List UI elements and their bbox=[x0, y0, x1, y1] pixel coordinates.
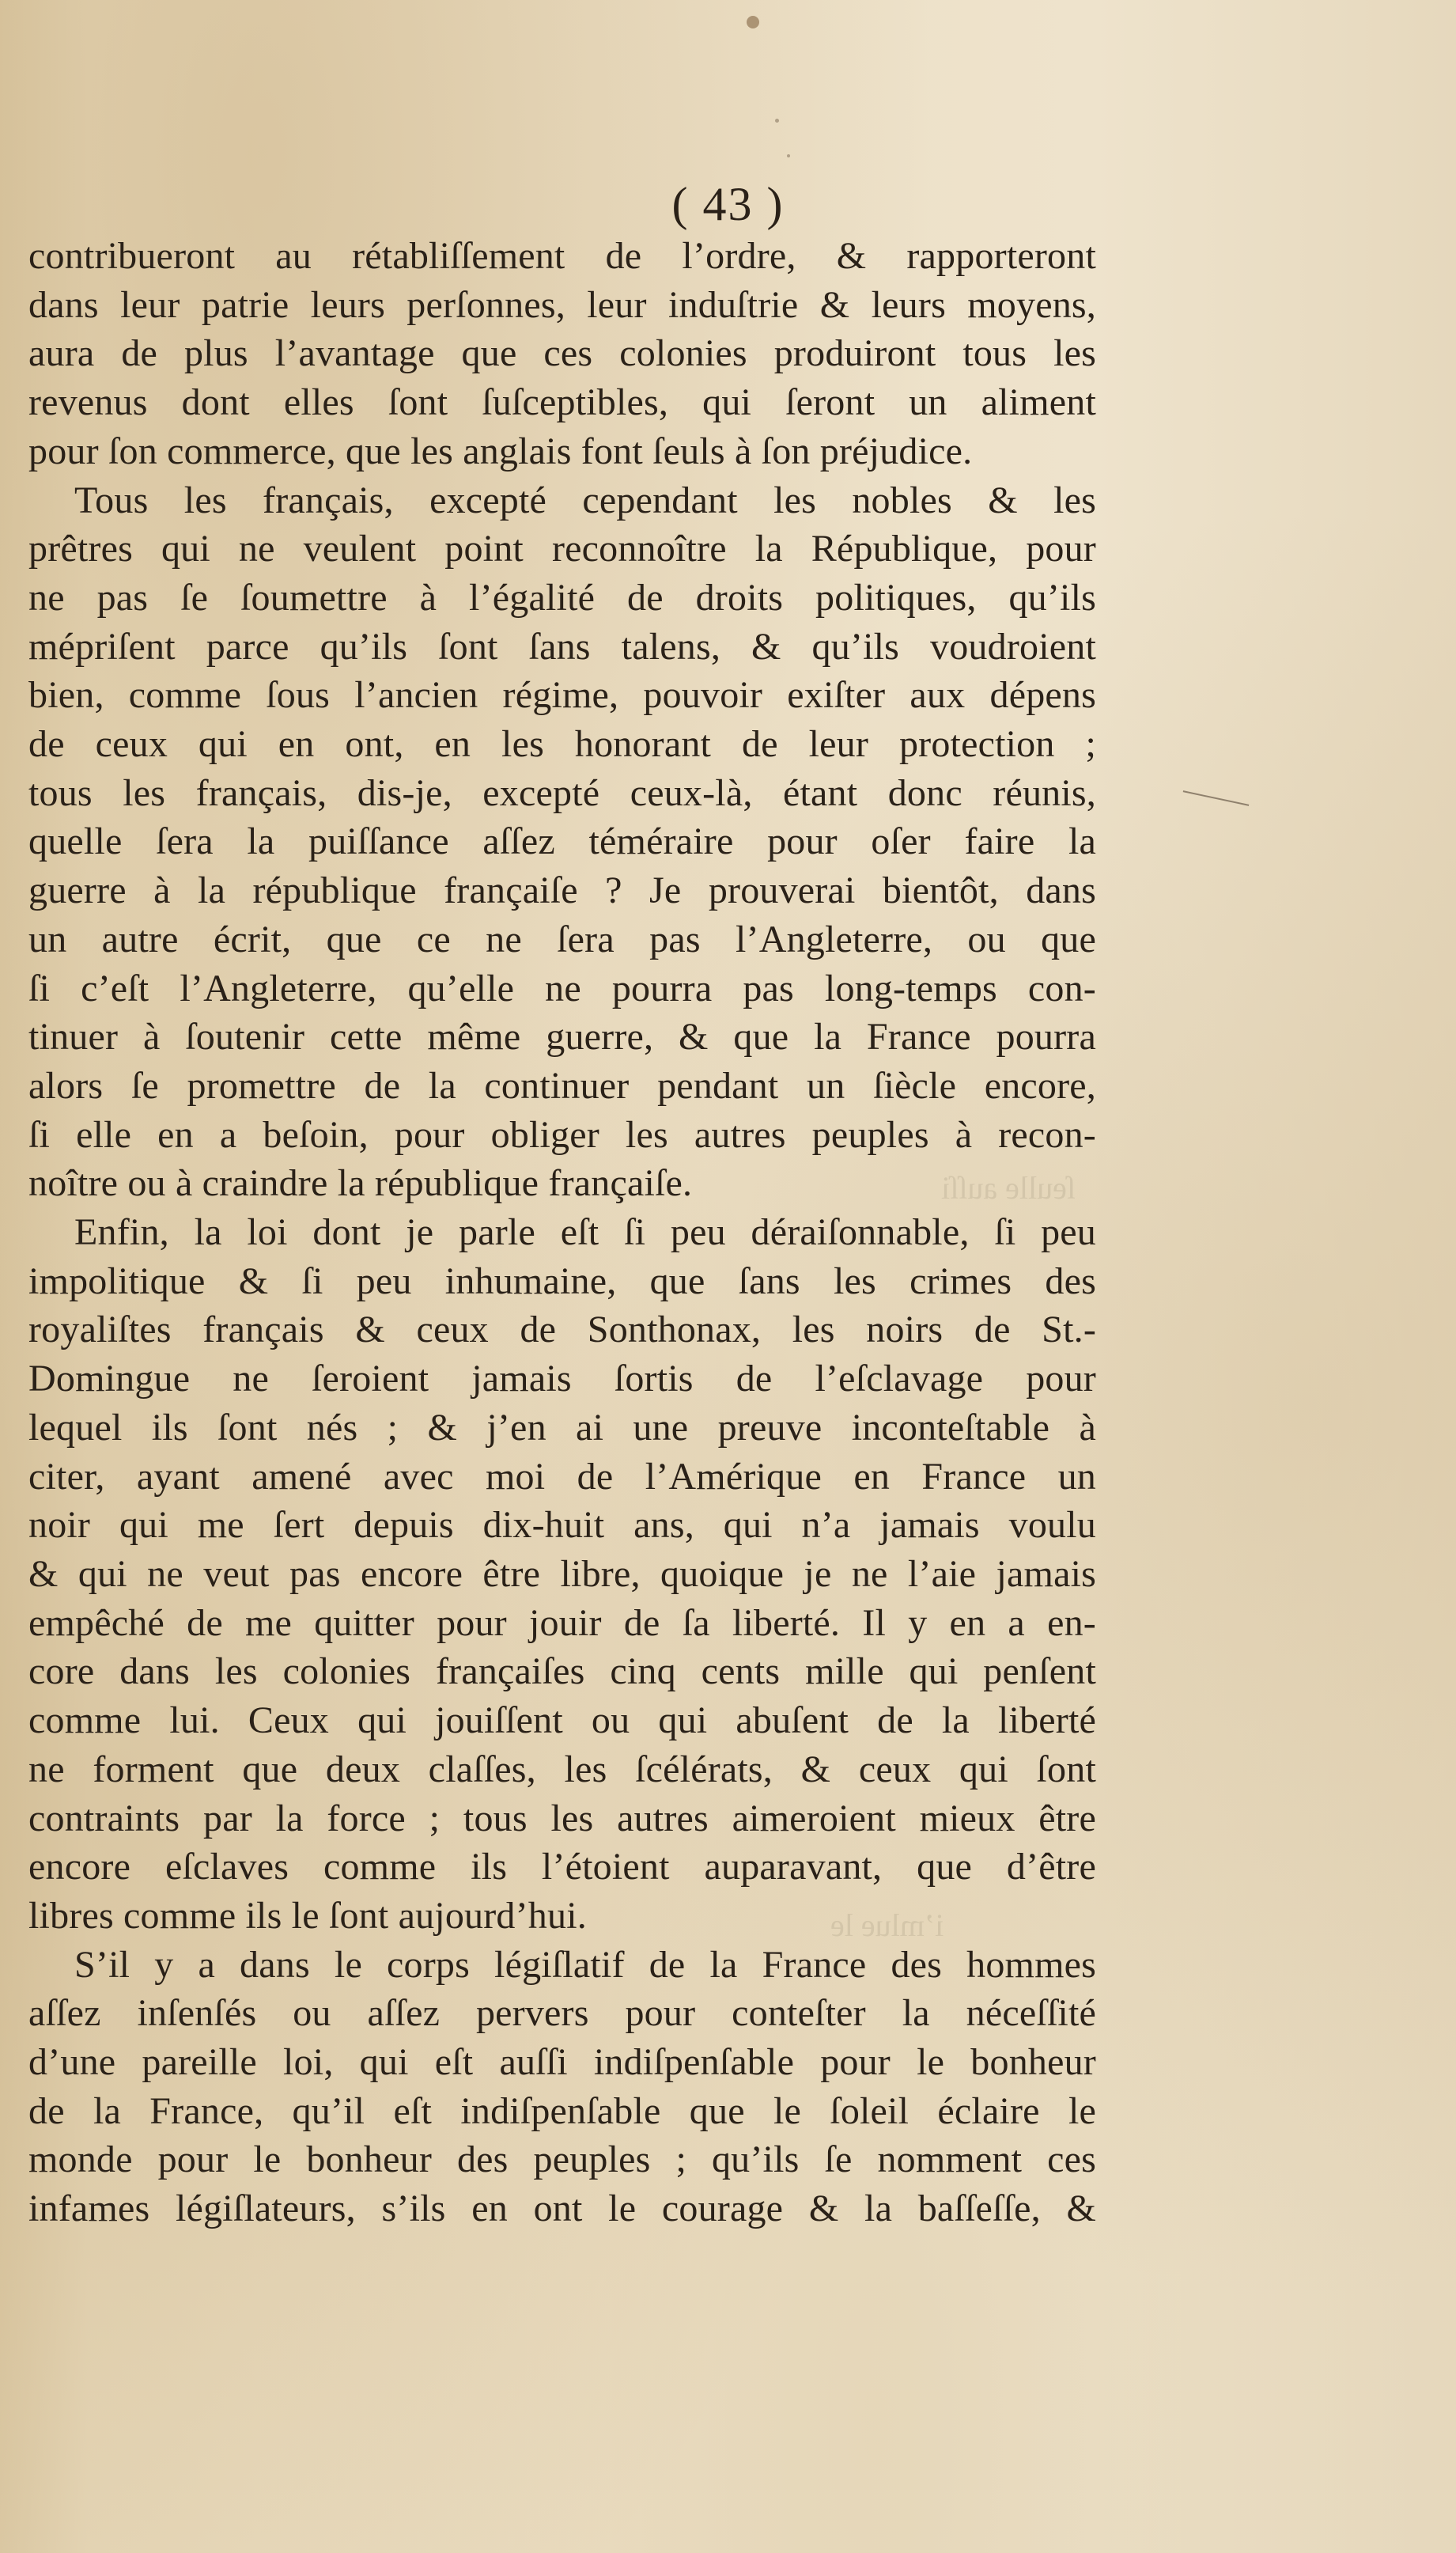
text-line: aſſez inſenſés ou aſſez pervers pour conteſter la néceſſité bbox=[28, 1992, 1096, 2035]
text-line: guerre à la république françaiſe ? Je prouverai bientôt, dans bbox=[28, 869, 1096, 912]
text-line: alors ſe promettre de la continuer pendant un ſiècle encore, bbox=[28, 1064, 1096, 1107]
text-line: quelle ſera la puiſſance aſſez téméraire pour oſer faire la bbox=[28, 820, 1096, 863]
text-line: Tous les français, excepté cependant les nobles & les bbox=[74, 479, 1096, 521]
text-line: core dans les colonies françaiſes cinq cents mille qui penſent bbox=[28, 1650, 1096, 1693]
paragraph bbox=[28, 476, 1096, 1209]
show-through-text: ſeulle auſſi bbox=[941, 1170, 1076, 1206]
show-through-text: i’mlue le bbox=[830, 1907, 944, 1943]
text-line: noître ou à craindre la république françaiſe. bbox=[28, 1162, 693, 1205]
text-line: & qui ne veut pas encore être libre, quoique je ne l’aie jamais bbox=[28, 1552, 1096, 1595]
page-number: ( 43 ) bbox=[671, 178, 785, 230]
text-line: tinuer à ſoutenir cette même guerre, & que la France pourra bbox=[28, 1016, 1096, 1059]
text-line: contribueront au rétabliſſement de l’ordre, & rapporteront bbox=[28, 235, 1096, 277]
text-line: noir qui me ſert depuis dix-huit ans, qui n’a jamais voulu bbox=[28, 1504, 1096, 1547]
text-line: de ceux qui en ont, en les honorant de leur protection ; bbox=[28, 723, 1096, 766]
text-line: un autre écrit, que ce ne ſera pas l’Angleterre, ou que bbox=[28, 918, 1096, 960]
paper-stain bbox=[775, 119, 779, 123]
text-line: empêché de me quitter pour jouir de ſa liberté. Il y en a en- bbox=[28, 1601, 1096, 1644]
text-line: mépriſent parce qu’ils ſont ſans talens, & qu’ils voudroient bbox=[28, 625, 1096, 668]
text-line: Domingue ne ſeroient jamais ſortis de l’eſclavage pour bbox=[28, 1358, 1096, 1400]
text-line: S’il y a dans le corps légiſlatif de la France des hommes bbox=[74, 1943, 1096, 1986]
paper-stain bbox=[747, 16, 759, 28]
text-line: revenus dont elles ſont ſuſceptibles, qui ſeront un aliment bbox=[28, 381, 1096, 424]
paragraph bbox=[28, 1208, 1096, 1941]
body-text bbox=[28, 232, 1096, 2233]
text-line: d’une pareille loi, qui eſt auſſi indiſpenſable pour le bonheur bbox=[28, 2041, 1096, 2084]
text-line: Enfin, la loi dont je parle eſt ſi peu déraiſonnable, ſi peu bbox=[74, 1211, 1096, 1254]
paragraph bbox=[28, 1941, 1096, 2233]
text-line: comme lui. Ceux qui jouiſſent ou qui abuſent de la liberté bbox=[28, 1699, 1096, 1742]
text-line: dans leur patrie leurs perſonnes, leur induſtrie & leurs moyens, bbox=[28, 283, 1096, 326]
text-line: citer, ayant amené avec moi de l’Amérique en France un bbox=[28, 1455, 1096, 1498]
text-line: encore eſclaves comme ils l’étoient auparavant, que d’être bbox=[28, 1846, 1096, 1888]
text-line: ne forment que deux claſſes, les ſcélérats, & ceux qui ſont bbox=[28, 1748, 1096, 1790]
text-line: ſi elle en a beſoin, pour obliger les autres peuples à recon- bbox=[28, 1113, 1096, 1156]
text-line: ſi c’eſt l’Angleterre, qu’elle ne pourra pas long-temps con- bbox=[28, 967, 1096, 1009]
text-line: aura de plus l’avantage que ces colonies produiront tous les bbox=[28, 332, 1096, 375]
paragraph bbox=[28, 232, 1096, 476]
text-line: libres comme ils le ſont aujourd’hui. bbox=[28, 1894, 587, 1937]
text-line: prêtres qui ne veulent point reconnoître la République, pour bbox=[28, 528, 1096, 570]
text-line: monde pour le bonheur des peuples ; qu’ils ſe nomment ces bbox=[28, 2138, 1096, 2181]
text-line: royaliſtes français & ceux de Sonthonax, les noirs de St.- bbox=[28, 1309, 1096, 1351]
text-line: de la France, qu’il eſt indiſpenſable que le ſoleil éclaire le bbox=[28, 2089, 1096, 2132]
text-line: pour ſon commerce, que les anglais font ſeuls à ſon préjudice. bbox=[28, 430, 973, 472]
text-line: impolitique & ſi peu inhumaine, que ſans les crimes des bbox=[28, 1259, 1096, 1302]
text-line: ne pas ſe ſoumettre à l’égalité de droits politiques, qu’ils bbox=[28, 576, 1096, 619]
text-line: bien, comme ſous l’ancien régime, pouvoir exiſter aux dépens bbox=[28, 674, 1096, 717]
text-line: tous les français, dis-je, excepté ceux-là, étant donc réunis, bbox=[28, 771, 1096, 814]
text-line: lequel ils ſont nés ; & j’en ai une preuve inconteſtable à bbox=[28, 1406, 1096, 1449]
text-line: infames légiſlateurs, s’ils en ont le courage & la baſſeſſe, & bbox=[28, 2187, 1096, 2230]
paper-stain bbox=[787, 154, 790, 157]
margin-mark bbox=[1183, 790, 1250, 806]
text-line: contraints par la force ; tous les autres aimeroient mieux être bbox=[28, 1797, 1096, 1839]
